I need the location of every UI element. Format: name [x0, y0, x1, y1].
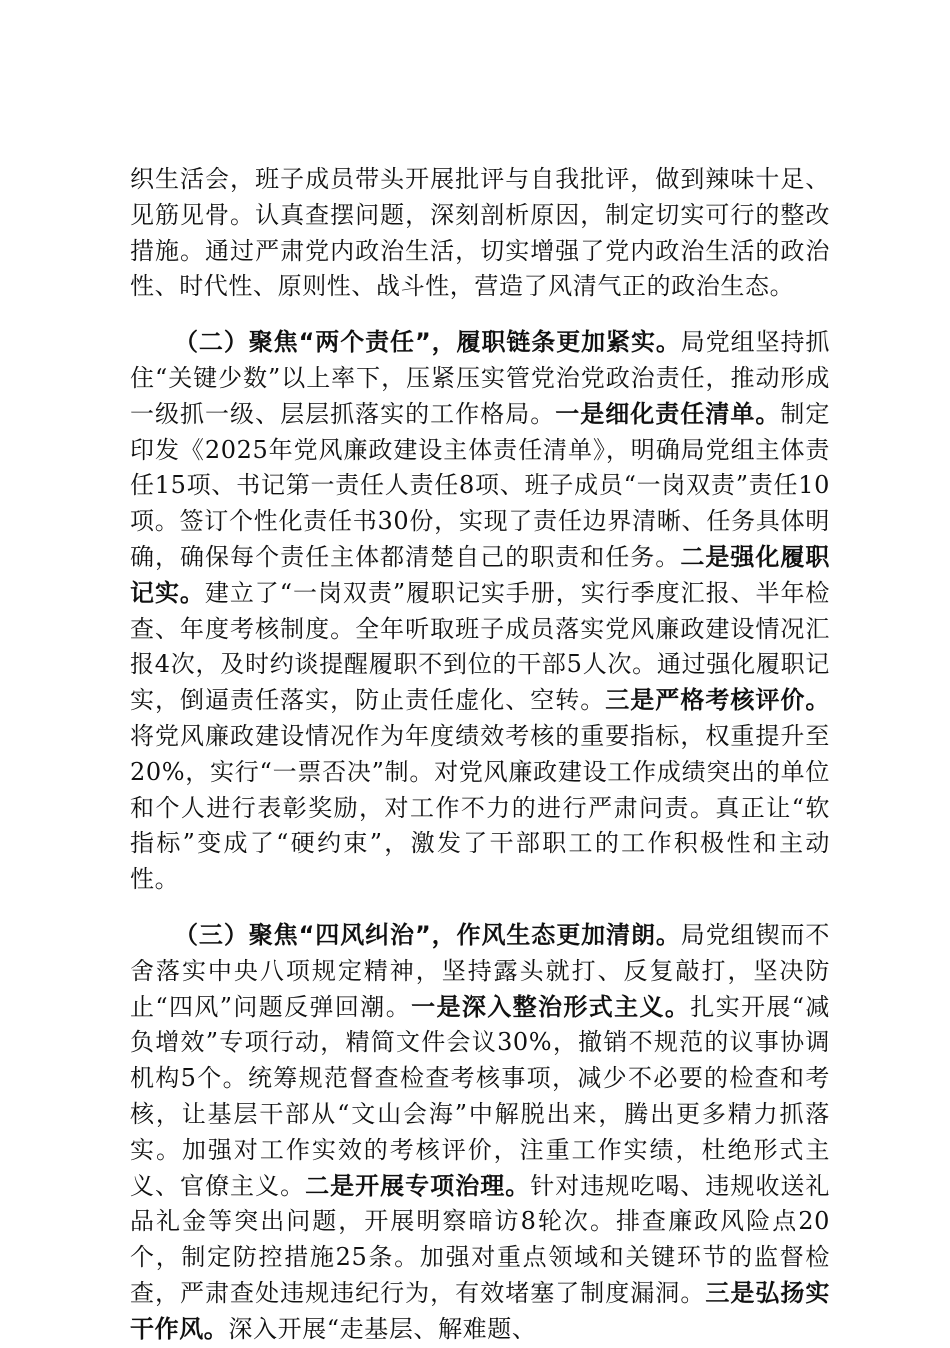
- point-heading-refine-list: 一是细化责任清单。: [555, 399, 781, 428]
- paragraph-2-intro: 局党组坚持抓住“关键少数”以上率下，压紧压实管党治党政治责任，推动形成一级抓一级、层层抓落实的工作格局。: [130, 328, 830, 428]
- paragraph-3-point-1-text: 扎实开展“减负增效”专项行动，精简文件会议30%，撤销不规范的议事协调机构5个。统筹规范督查检查考核事项，减少不必要的检查和考核，让基层干部从“文山会海”中解脱出来，腾出更多精力抓落实。加强对工作实效的考核评价，注重工作实绩，杜绝形式主义、官僚主义。: [130, 992, 830, 1200]
- paragraph-2-point-2-text: 建立了“一岗双责”履职记实手册，实行季度汇报、半年检查、年度考核制度。全年听取班子成员落实党风廉政建设情况汇报4次，及时约谈提醒履职不到位的干部5人次。通过强化履职记实，倒逼责任落实，防止责任虚化、空转。: [130, 578, 830, 715]
- paragraph-1-text: 织生活会，班子成员带头开展批评与自我批评，做到辣味十足、见筋见骨。认真查摆问题，深刻剖析原因，制定切实可行的整改措施。通过严肃党内政治生活，切实增强了党内政治生活的政治性、时代性、原则性、战斗性，营造了风清气正的政治生态。: [130, 165, 830, 301]
- section-heading-four-winds: （三）聚焦“四风纠治”，作风生态更加清朗。: [174, 920, 681, 949]
- point-heading-practical-style: 三是弘扬实干作风。: [130, 1278, 830, 1343]
- paragraph-2: [130, 325, 830, 898]
- paragraph-3: [130, 918, 830, 1348]
- paragraph-2-point-1-text: 制定印发《2025年党风廉政建设主体责任清单》，明确局党组主体责任15项、书记第一责任人责任8项、班子成员“一岗双责”责任10项。签订个性化责任书30份，实现了责任边界清晰、任务具体明确，确保每个责任主体都清楚自己的职责和任务。: [130, 399, 831, 571]
- paragraph-3-point-2-text: 针对违规吃喝、违规收送礼品礼金等突出问题，开展明察暗访8轮次。排查廉政风险点20个，制定防控措施25条。加强对重点领域和关键环节的监督检查，严肃查处违规违纪行为，有效堵塞了制度漏洞。: [130, 1171, 831, 1307]
- paragraph-3-point-3-text: 深入开展“走基层、解难题、: [228, 1314, 537, 1343]
- point-heading-strict-evaluation: 三是严格考核评价。: [605, 686, 830, 715]
- paragraph-2-point-3-text: 将党风廉政建设情况作为年度绩效考核的重要指标，权重提升至20%，实行“一票否决”制。对党风廉政建设工作成绩突出的单位和个人进行表彰奖励，对工作不力的进行严肃问责。真正让“软指标”变成了“硬约束”，激发了干部职工的工作积极性和主动性。: [130, 721, 830, 894]
- paragraph-1: [130, 162, 830, 305]
- document-body: [130, 162, 830, 1348]
- paragraph-3-intro: 局党组锲而不舍落实中央八项规定精神，坚持露头就打、反复敲打，坚决防止“四风”问题反弹回潮。: [130, 920, 830, 1021]
- point-heading-special-governance: 二是开展专项治理。: [305, 1171, 531, 1200]
- point-heading-formalism: 一是深入整治形式主义。: [411, 992, 691, 1021]
- section-heading-two-responsibilities: （二）聚焦“两个责任”，履职链条更加紧实。: [174, 328, 681, 357]
- point-heading-strengthen-records: 二是强化履职记实。: [130, 542, 830, 607]
